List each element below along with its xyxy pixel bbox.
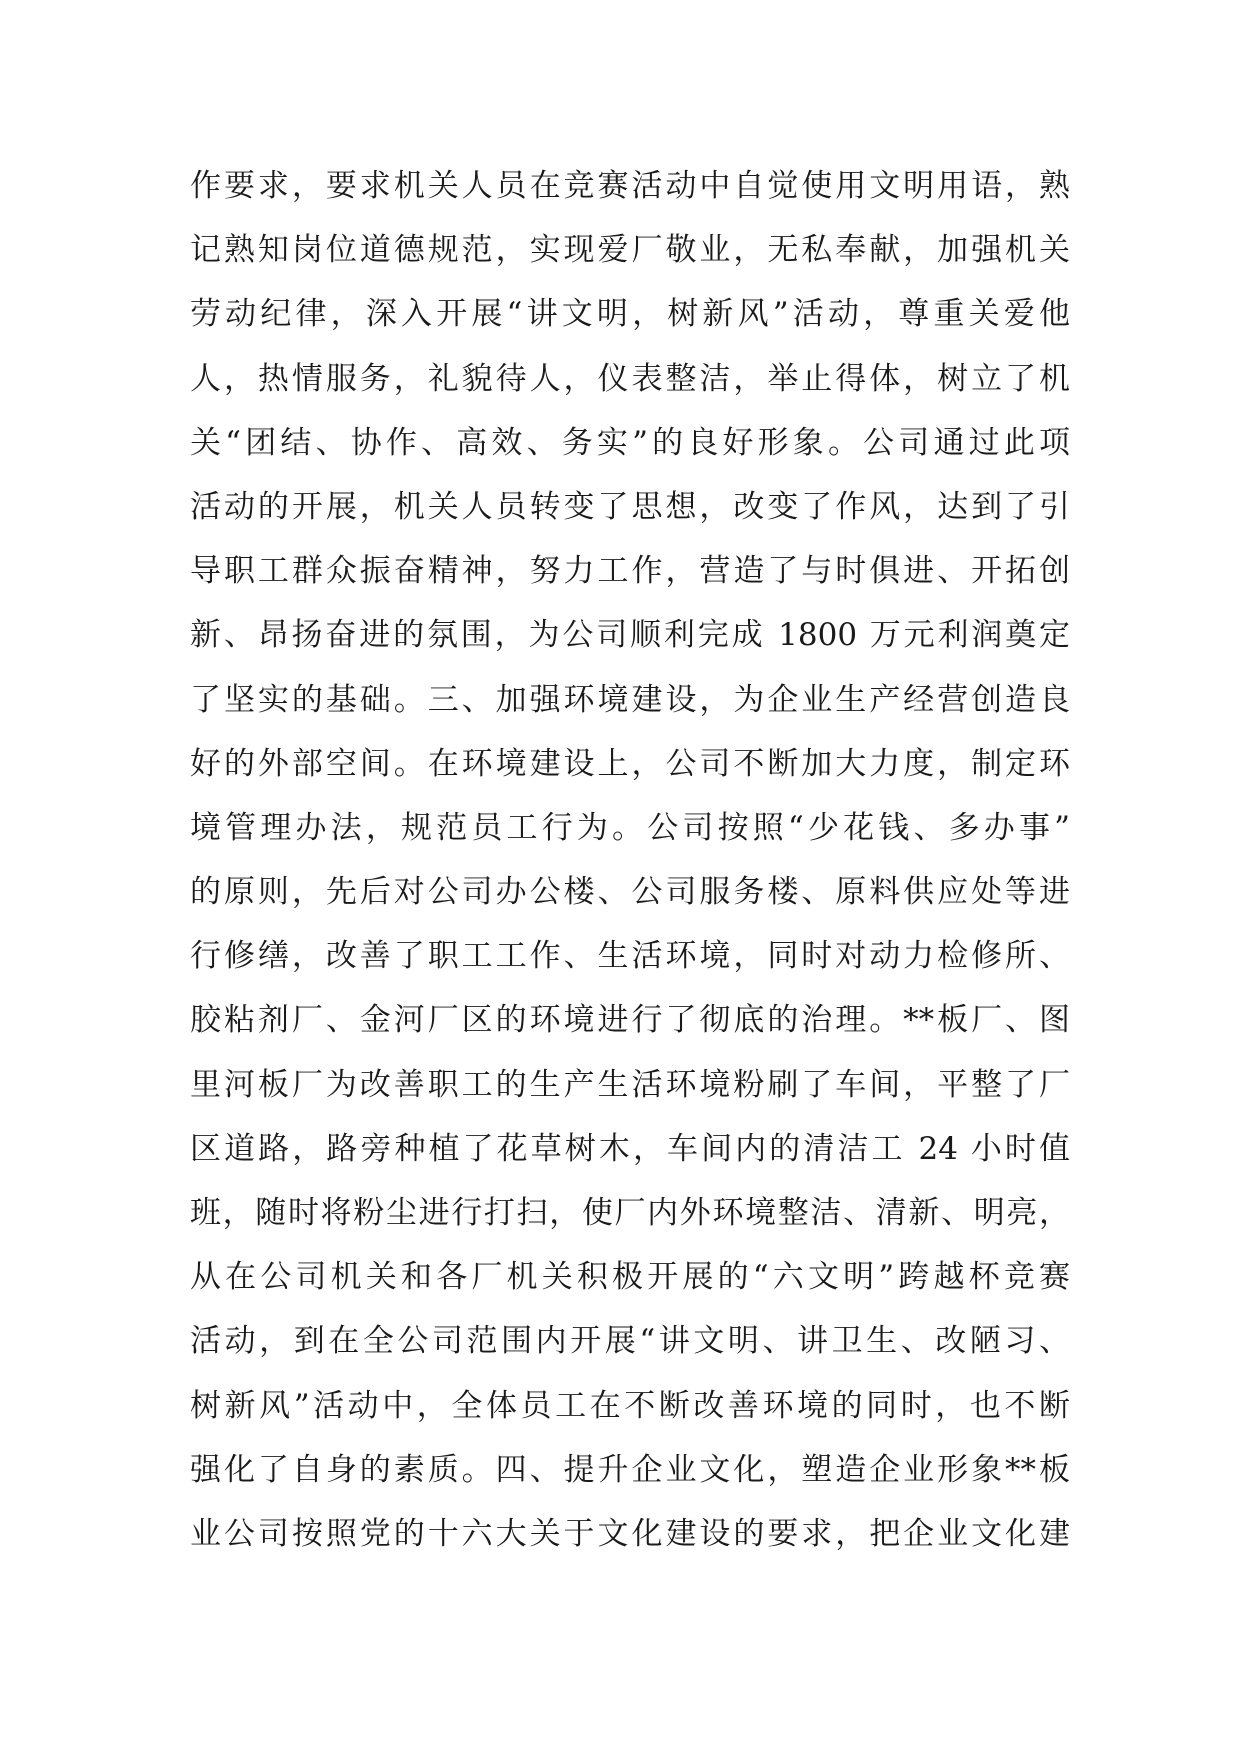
text-line: 胶粘剂厂、金河厂区的环境进行了彻底的治理。**板厂、图 [190, 1002, 1070, 1039]
text-line: 班，随时将粉尘进行打扫，使厂内外环境整洁、清新、明亮， [190, 1195, 1070, 1231]
text-line: 业公司按照党的十六大关于文化建设的要求，把企业文化建 [190, 1515, 1070, 1552]
text-line: 了坚实的基础。三、加强环境建设，为企业生产经营创造良 [190, 681, 1070, 718]
text-line: 活动的开展，机关人员转变了思想，改变了作风，达到了引 [190, 488, 1070, 525]
text-line: 强化了自身的素质。四、提升企业文化，塑造企业形象**板 [190, 1451, 1070, 1488]
text-line: 活动，到在全公司范围内开展“讲文明、讲卫生、改陋习、 [190, 1323, 1070, 1360]
text-line: 行修缮，改善了职工工作、生活环境，同时对动力检修所、 [190, 938, 1070, 975]
body-text [190, 154, 1070, 1566]
text-line: 好的外部空间。在环境建设上，公司不断加大力度，制定环 [190, 745, 1070, 782]
text-line: 的原则，先后对公司办公楼、公司服务楼、原料供应处等进 [190, 874, 1070, 911]
text-line: 作要求，要求机关人员在竞赛活动中自觉使用文明用语，熟 [190, 168, 1070, 204]
text-line: 人，热情服务，礼貌待人，仪表整洁，举止得体，树立了机 [190, 360, 1070, 397]
text-line: 区道路，路旁种植了花草树木，车间内的清洁工 24 小时值 [190, 1130, 1070, 1167]
text-line: 导职工群众振奋精神，努力工作，营造了与时俱进、开拓创 [190, 553, 1070, 590]
text-line: 劳动纪律，深入开展“讲文明，树新风”活动，尊重关爱他 [190, 296, 1070, 333]
text-line: 里河板厂为改善职工的生产生活环境粉刷了车间，平整了厂 [190, 1066, 1070, 1103]
text-line: 记熟知岗位道德规范，实现爱厂敬业，无私奉献，加强机关 [190, 232, 1070, 269]
text-line: 从在公司机关和各厂机关积极开展的“六文明”跨越杯竞赛 [190, 1259, 1070, 1296]
text-line: 新、昂扬奋进的氛围，为公司顺利完成 1800 万元利润奠定 [190, 617, 1070, 654]
text-line: 树新风”活动中，全体员工在不断改善环境的同时，也不断 [190, 1387, 1070, 1424]
text-line: 关“团结、协作、高效、务实”的良好形象。公司通过此项 [190, 424, 1070, 461]
text-line: 境管理办法，规范员工行为。公司按照“少花钱、多办事” [190, 809, 1070, 846]
